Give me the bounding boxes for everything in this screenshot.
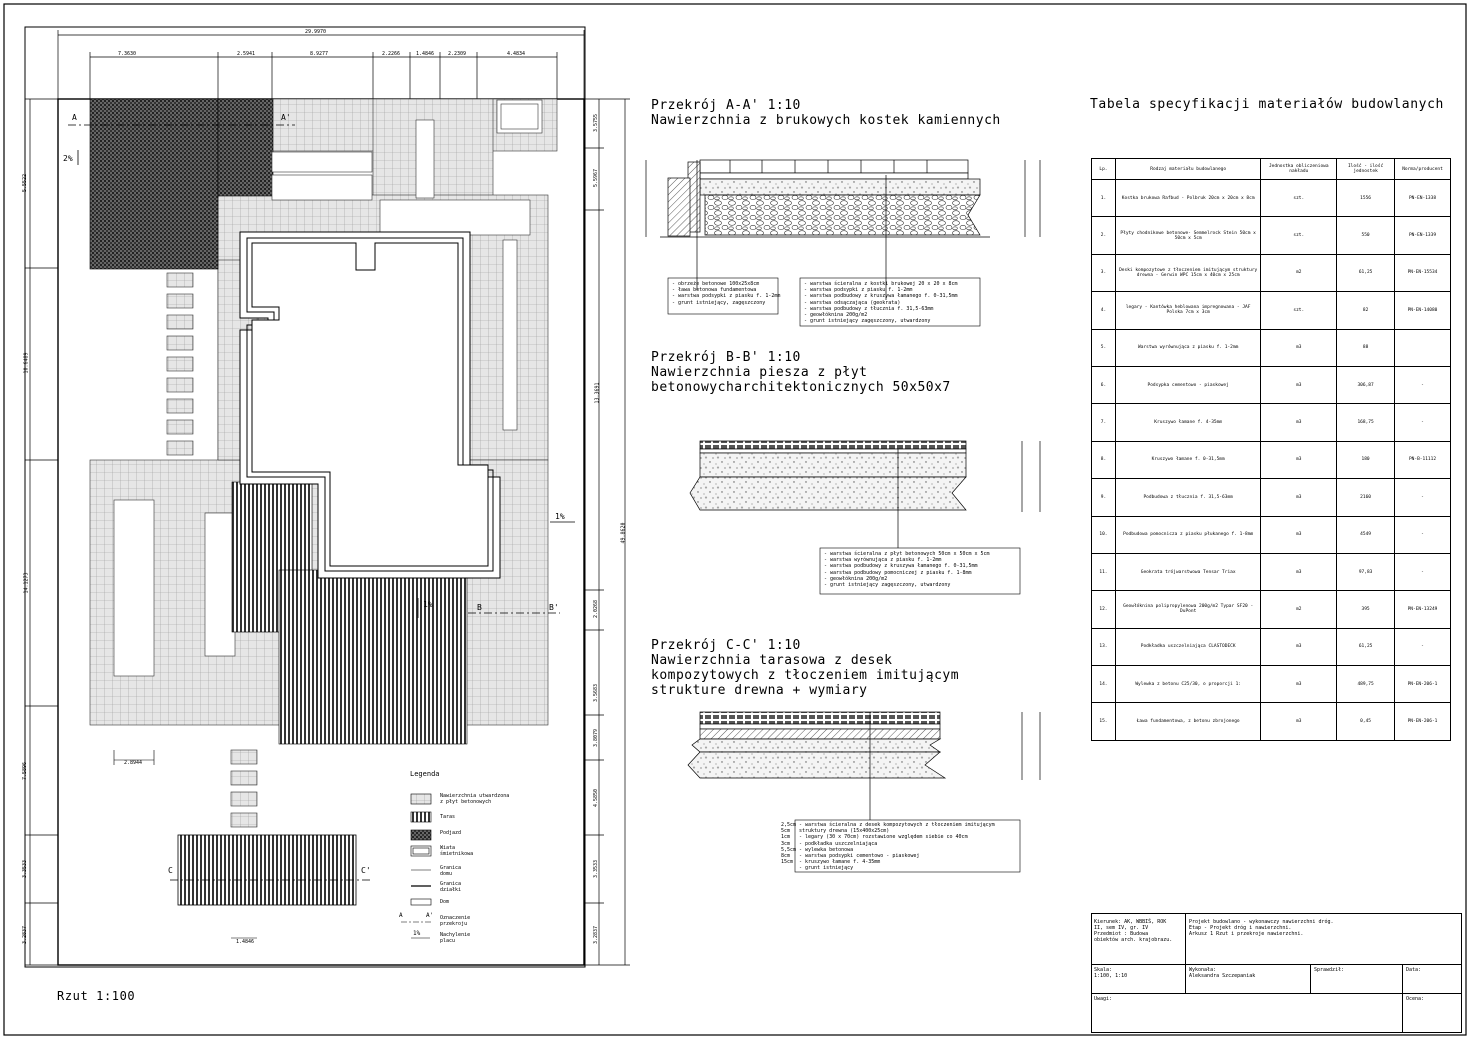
- spec-cell: 61,25: [1337, 254, 1395, 291]
- legend-marker-a: A: [399, 912, 403, 919]
- spec-cell: 168,75: [1337, 404, 1395, 441]
- spec-cell: 3.: [1092, 254, 1116, 291]
- tb-scale-value: 1:100, 1:10: [1094, 973, 1128, 979]
- legend-item-terrace: Taras: [440, 814, 456, 820]
- legend-item-shelter: Wiata śmietnikowa: [440, 845, 474, 857]
- section-cc-subtitle-3: strukture drewna + wymiary: [651, 683, 868, 698]
- spec-row: [1092, 329, 1451, 366]
- legend-item-plot-border: Granica działki: [440, 881, 462, 893]
- spec-cell: 8.: [1092, 441, 1116, 478]
- note-dim: 1cm: [781, 834, 791, 841]
- dim-right-5: 3.5683: [593, 683, 600, 703]
- spec-cell: 5.: [1092, 329, 1116, 366]
- spec-cell: m3: [1261, 404, 1337, 441]
- note-dim: 15cm: [781, 859, 794, 866]
- section-bb-drawing: [690, 441, 1040, 548]
- marker-b2: B': [549, 603, 559, 612]
- dim-right-3: 13.3691: [594, 382, 601, 404]
- spec-cell: 82: [1337, 292, 1395, 329]
- spec-cell: PN-EN-15534: [1395, 254, 1451, 291]
- tb-notes-label: Uwagi:: [1094, 996, 1113, 1002]
- spec-cell: Podbudowa z tłucznia f. 31,5-63mm: [1115, 479, 1260, 516]
- tb-author: Kierunek: AK, WBBIŚ, ROK II, sem IV, gr. IV Przedmiot : Budowa obiektów arch. krajobrazu.: [1094, 919, 1173, 943]
- spec-cell: 14.: [1092, 666, 1116, 703]
- note-line: - warstwa podsypki z piasku f. 1-2mm: [804, 287, 913, 294]
- note-line: - warstwa podbudowy z kruszywa łamanego f. 0-31,5mm: [804, 293, 958, 300]
- spec-row: [1092, 591, 1451, 628]
- spec-row: [1092, 553, 1451, 590]
- section-cc-note-dims: [781, 822, 796, 865]
- marker-b: B: [477, 603, 482, 612]
- spec-row: [1092, 292, 1451, 329]
- section-cc-subtitle: Nawierzchnia tarasowa z desek: [651, 653, 893, 668]
- tb-notes-cell: [1091, 993, 1403, 1033]
- spec-cell: 61,25: [1337, 628, 1395, 665]
- section-aa-drawing: [646, 160, 1040, 300]
- marker-c2: C': [361, 866, 371, 875]
- tb-scale-cell: [1091, 964, 1186, 994]
- legend-item-house-border: Granica domu: [440, 865, 462, 877]
- spec-cell: PN-B-11112: [1395, 441, 1451, 478]
- spec-cell: -: [1395, 404, 1451, 441]
- spec-cell: 10.: [1092, 516, 1116, 553]
- note-line: - grunt istniejący, zagęszczony: [672, 299, 766, 306]
- spec-cell: 306,87: [1337, 366, 1395, 403]
- dim-right-8: 3.3533: [593, 859, 600, 879]
- section-cc-title: Przekrój C-C' 1:10: [651, 638, 801, 653]
- spec-cell: 4.: [1092, 292, 1116, 329]
- spec-cell: szt.: [1261, 217, 1337, 254]
- spec-cell: Podsypka cementowo - piaskowej: [1115, 366, 1260, 403]
- note-dim: 2,5cm: [781, 822, 797, 828]
- spec-cell: m3: [1261, 516, 1337, 553]
- driveway: [178, 835, 356, 905]
- dimensions-top: [58, 30, 584, 99]
- tb-author-cell: [1091, 913, 1186, 965]
- dim-top-5: 1.4846: [416, 51, 435, 57]
- spec-cell: -: [1395, 516, 1451, 553]
- marker-c: C: [168, 866, 173, 875]
- note-line: struktury drewna (15x400x25cm): [799, 828, 890, 835]
- spec-cell: PN-EN-14080: [1395, 292, 1451, 329]
- spec-cell: -: [1395, 366, 1451, 403]
- spec-row: [1092, 404, 1451, 441]
- spec-cell: Geokrata trójwarstwowa Tensar Triax: [1115, 553, 1260, 590]
- spec-cell: PN-EN-206-1: [1395, 666, 1451, 703]
- dim-left-6: 3.2837: [22, 925, 29, 945]
- tb-project: Projekt budowlano - wykonawczy nawierzchni dróg.: [1189, 919, 1334, 925]
- spec-cell: m3: [1261, 553, 1337, 590]
- section-aa-title: Przekrój A-A' 1:10: [651, 98, 801, 113]
- dim-left-1: 5.5522: [22, 173, 29, 193]
- section-cc-subtitle-2: kompozytowych z tłoczeniem imitującym: [651, 668, 960, 683]
- note-line: - warstwa ścieralna z kostki brukowej 20 x 20 x 8cm: [804, 281, 958, 287]
- spec-cell: Deski kompozytowe z tłoczeniem imitującym struktury drewna - Gerwin WPC 15cm x 40cm x 25cm: [1115, 254, 1260, 291]
- note-line: - obrzeże betonowe 100x25x8cm: [672, 281, 760, 287]
- spec-cell: PN-EN-206-1: [1395, 703, 1451, 740]
- legend-item-slope: Nachylenie placu: [440, 932, 471, 944]
- spec-cell: m3: [1261, 666, 1337, 703]
- dim-top-7: 4.4834: [507, 51, 526, 57]
- spec-cell: 2.: [1092, 217, 1116, 254]
- spec-cell: m3: [1261, 703, 1337, 740]
- spec-row: [1092, 366, 1451, 403]
- tb-checked-cell: [1310, 964, 1403, 994]
- spec-cell: m3: [1261, 329, 1337, 366]
- spec-cell: 180: [1337, 441, 1395, 478]
- note-dim: 8cm: [781, 853, 791, 860]
- tb-date-label: Data:: [1406, 967, 1422, 973]
- note-line: - geowłóknina 200g/m2: [804, 312, 868, 319]
- dim-right-6: 3.8079: [593, 728, 600, 748]
- tb-project-cell: [1185, 913, 1462, 965]
- note-line: - podkładka uszczelniająca: [799, 840, 878, 847]
- spec-cell: 1556: [1337, 180, 1395, 217]
- spec-header-cell: Ilość - ilość jednostek: [1337, 159, 1395, 180]
- legend-item-driveway: Podjazd: [440, 830, 462, 836]
- cobblestone-area: [90, 99, 218, 269]
- dim-top-6: 2.2309: [448, 51, 467, 57]
- legend-title: Legenda: [410, 770, 440, 778]
- dim-left-4: 7.5896: [22, 761, 29, 781]
- note-line: - geowłóknina 200g/m2: [824, 575, 888, 582]
- spec-cell: 9.: [1092, 479, 1116, 516]
- spec-cell: Kruszywo łamane f. 4-35mm: [1115, 404, 1260, 441]
- note-line: - warstwa podbudowy pomocniczej z piasku f. 1-8mm: [824, 569, 972, 576]
- note-line: - grunt istniejący: [799, 865, 854, 872]
- dim-top-total: 29.9970: [305, 29, 327, 35]
- note-line: - warstwa wyrównująca z piasku f. 1-2mm: [824, 557, 942, 564]
- dim-right-total: 49.8620: [620, 522, 627, 544]
- slope-label-mid: 1%: [423, 600, 433, 609]
- spec-cell: Geowłóknina polipropylenowa 200g/m2 Typar SF20 - DuPont: [1115, 591, 1260, 628]
- spec-cell: m3: [1261, 479, 1337, 516]
- dim-top-4: 2.2266: [382, 51, 401, 57]
- section-bb-title: Przekrój B-B' 1:10: [651, 350, 801, 365]
- tb-grade-cell: [1402, 993, 1462, 1033]
- tb-made-cell: [1185, 964, 1311, 994]
- tb-scale-label: Skala:: [1094, 967, 1113, 973]
- spec-header-cell: Jednostka obliczeniowa nakładu: [1261, 159, 1337, 180]
- spec-cell: 1.: [1092, 180, 1116, 217]
- tb-stage: Etap - Projekt dróg i nawierzchni.: [1189, 925, 1292, 931]
- note-line: - warstwa podbudowy z tłucznia f. 31,5-63mm: [804, 305, 934, 312]
- note-dim: 3cm: [781, 840, 791, 847]
- spec-cell: 489,75: [1337, 666, 1395, 703]
- legend-item-house: Dom: [440, 899, 450, 905]
- tb-date-cell: [1402, 964, 1462, 994]
- spec-cell: Podkładka uszczelniająca CLASTODECK: [1115, 628, 1260, 665]
- spec-row: [1092, 217, 1451, 254]
- spec-row: [1092, 180, 1451, 217]
- spec-cell: PN-EN-1339: [1395, 217, 1451, 254]
- dim-right-4: 2.0268: [593, 599, 600, 619]
- plan-label: Rzut 1:100: [57, 989, 136, 1003]
- spec-cell: -: [1395, 628, 1451, 665]
- note-dim: 5cm: [781, 828, 791, 835]
- section-cc-notes: [799, 822, 995, 872]
- note-line: - warstwa podbudowy z kruszywa łamanego f. 0-31,5mm: [824, 563, 978, 570]
- spec-cell: 2160: [1337, 479, 1395, 516]
- spec-cell: 11.: [1092, 553, 1116, 590]
- spec-row: [1092, 516, 1451, 553]
- spec-header-cell: Norma/producent: [1395, 159, 1451, 180]
- note-dim: 5,5cm: [781, 846, 797, 853]
- spec-cell: szt.: [1261, 292, 1337, 329]
- section-cc-drawing: [688, 712, 1040, 820]
- spec-table-title: Tabela specyfikacji materiałów budowlanych: [1090, 97, 1444, 112]
- dim-left-5: 3.3533: [22, 859, 29, 879]
- spec-cell: m2: [1261, 254, 1337, 291]
- spec-cell: szt.: [1261, 180, 1337, 217]
- note-line: - wylewka betonowa: [799, 846, 854, 853]
- spec-header-cell: Lp.: [1092, 159, 1116, 180]
- spec-cell: 0,45: [1337, 703, 1395, 740]
- dim-small-left: 2.8944: [124, 760, 143, 766]
- legend-item-section-mark: Oznaczenie przekroju: [440, 915, 471, 927]
- spec-cell: 7.: [1092, 404, 1116, 441]
- spec-cell: 13.: [1092, 628, 1116, 665]
- legend-slope-example: 1%: [413, 930, 421, 937]
- note-line: - warstwa ścieralna z desek kompozytowych z tłoczeniem imitującym: [799, 822, 995, 828]
- note-line: - ława betonowa fundamentowa: [672, 287, 757, 294]
- spec-cell: Kostka brukowa Rafbud - Polbruk 20cm x 20cm x 8cm: [1115, 180, 1260, 217]
- section-bb-notes: [824, 551, 990, 588]
- spec-row: [1092, 703, 1451, 740]
- spec-cell: m3: [1261, 441, 1337, 478]
- tb-made-value: Aleksandra Szczepaniak: [1189, 973, 1256, 979]
- marker-a2: A': [281, 113, 291, 122]
- spec-cell: 88: [1337, 329, 1395, 366]
- section-aa-notes-left: [672, 281, 780, 306]
- dim-small-bottom: 1.4846: [236, 939, 255, 945]
- dim-left-2: 10.6489: [23, 352, 30, 374]
- dim-right-7: 4.5850: [593, 788, 600, 808]
- marker-a: A: [72, 113, 77, 122]
- tb-sheet: Arkusz 1 Rzut i przekroje nawierzchni.: [1189, 931, 1304, 937]
- tb-grade-label: Ocena:: [1406, 996, 1425, 1002]
- note-line: - legary (30 x 70cm) rozstawione względem siebie co 40cm: [799, 834, 968, 841]
- spec-cell: -: [1395, 479, 1451, 516]
- legend-item-paving: Nawierzchnia utwardzona z płyt betonowych: [440, 793, 510, 805]
- spec-cell: legary - Kantówka heblowana impregnowana - JAF Polska 7cm x 3cm: [1115, 292, 1260, 329]
- note-line: - warstwa odsączająca (geokrata): [804, 299, 901, 306]
- section-aa-notes-right: [804, 281, 958, 324]
- dim-top-2: 2.5941: [237, 51, 256, 57]
- spec-row: [1092, 666, 1451, 703]
- spec-row: [1092, 628, 1451, 665]
- spec-cell: 15.: [1092, 703, 1116, 740]
- spec-cell: PN-EN-1338: [1395, 180, 1451, 217]
- spec-row: [1092, 479, 1451, 516]
- spec-header-row: [1092, 159, 1451, 180]
- section-bb-subtitle-2: betonowycharchitektonicznych 50x50x7: [651, 380, 951, 395]
- spec-header-cell: Rodzaj materiału budowlanego: [1115, 159, 1260, 180]
- slope-label-right: 1%: [555, 512, 565, 521]
- spec-table: [1091, 158, 1451, 741]
- spec-cell: [1395, 329, 1451, 366]
- section-bb-subtitle: Nawierzchnia piesza z płyt: [651, 365, 868, 380]
- spec-cell: Warstwa wyrównująca z piasku f. 1-2mm: [1115, 329, 1260, 366]
- note-line: - warstwa podsypki cementowo - piaskowej: [799, 853, 920, 860]
- dim-right-1: 3.5755: [593, 113, 600, 133]
- spec-cell: Płyty chodnikowe betonowe- Semmelrock Stein 50cm x 50cm x 5cm: [1115, 217, 1260, 254]
- note-line: - grunt istniejący zagęszczony, utwardzony: [824, 582, 951, 589]
- spec-cell: 97,83: [1337, 553, 1395, 590]
- tb-made-label: Wykonała:: [1189, 967, 1217, 973]
- note-line: - warstwa ścieralna z płyt betonowych 50cm x 50cm x 5cm: [824, 551, 990, 557]
- spec-cell: -: [1395, 553, 1451, 590]
- cobblestone-area-2: [218, 99, 273, 196]
- dim-top-1: 7.3630: [118, 51, 137, 57]
- spec-cell: m3: [1261, 366, 1337, 403]
- spec-cell: 6.: [1092, 366, 1116, 403]
- dim-left-3: 14.1273: [23, 572, 30, 594]
- spec-row: [1092, 441, 1451, 478]
- tb-checked-label: Sprawdził:: [1314, 967, 1345, 973]
- spec-cell: 395: [1337, 591, 1395, 628]
- slope-label-top-left: 2%: [63, 154, 73, 163]
- note-line: - grunt istniejący zagęszczony, utwardzony: [804, 318, 931, 325]
- section-aa-subtitle: Nawierzchnia z brukowych kostek kamiennych: [651, 113, 1001, 128]
- spec-cell: m2: [1261, 591, 1337, 628]
- spec-cell: 550: [1337, 217, 1395, 254]
- spec-cell: Wylewka z betonu C25/30, o proporcji 1:: [1115, 666, 1260, 703]
- legend-marker-a2: A': [426, 912, 434, 919]
- spec-row: [1092, 254, 1451, 291]
- note-line: - kruszywo łamane f. 4-35mm: [799, 859, 881, 866]
- spec-cell: 12.: [1092, 591, 1116, 628]
- spec-cell: Ława fundamentowa, z betonu zbrojonego: [1115, 703, 1260, 740]
- spec-cell: Podbudowa pomocnicza z piasku płukanego f. 1-8mm: [1115, 516, 1260, 553]
- spec-cell: 4549: [1337, 516, 1395, 553]
- spec-cell: Kruszywo łamane f. 0-31,5mm: [1115, 441, 1260, 478]
- dim-right-2: 5.5967: [593, 168, 600, 188]
- dim-right-9: 3.2837: [593, 925, 600, 945]
- note-line: - warstwa podsypki z piasku f. 1-2mm: [672, 293, 781, 300]
- dim-top-3: 8.9277: [310, 51, 329, 57]
- spec-cell: m3: [1261, 628, 1337, 665]
- spec-cell: PN-EN-13249: [1395, 591, 1451, 628]
